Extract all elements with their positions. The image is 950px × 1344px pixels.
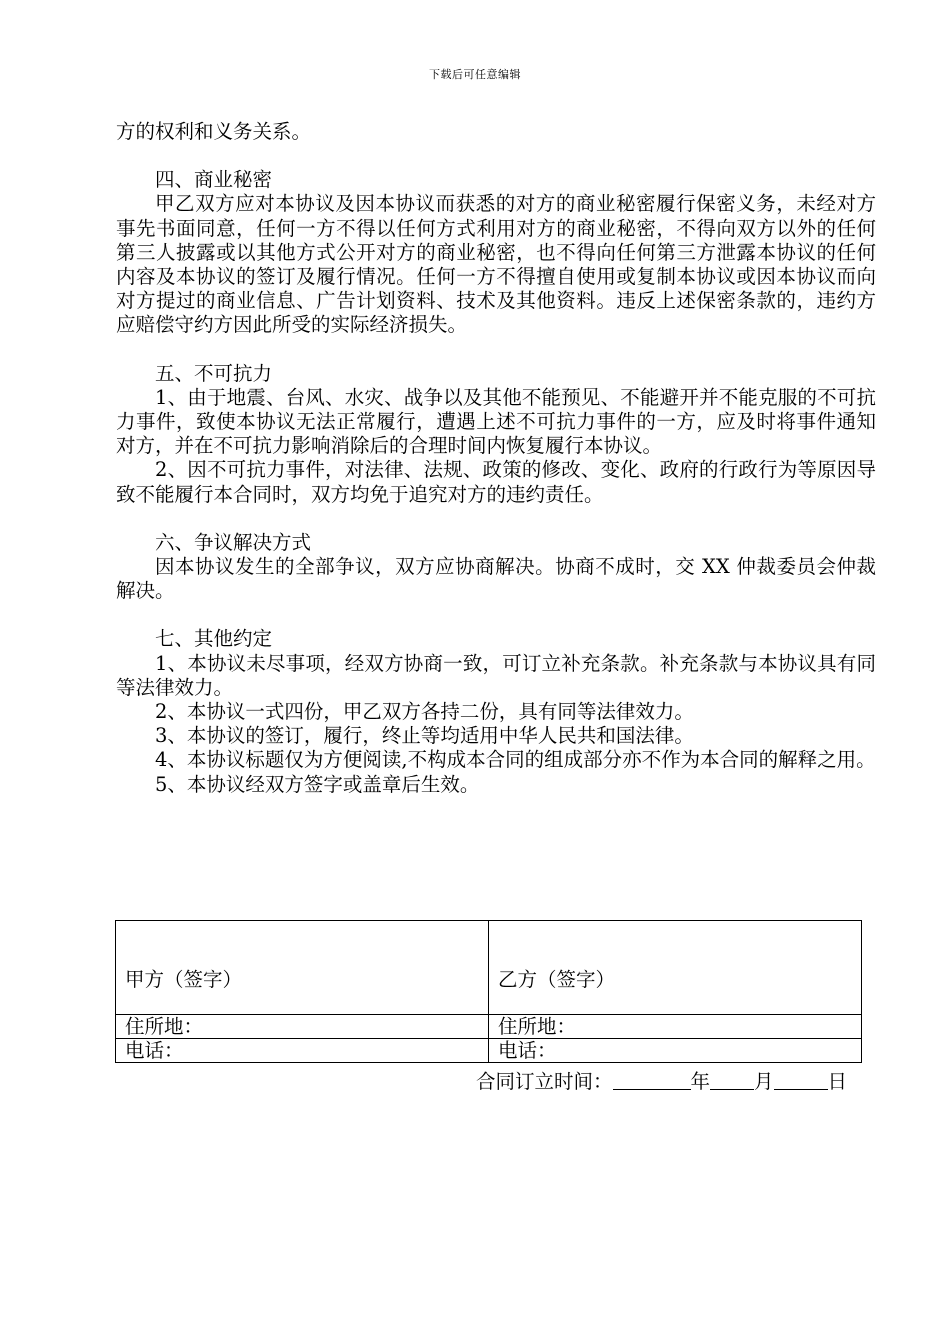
contract-date-line [476, 1066, 847, 1094]
section-7-paragraph-5: 5、本协议经双方签字或盖章后生效。 [155, 772, 480, 796]
section-5-paragraph-1: 1、由于地震、台风、水灾、战争以及其他不能预见、不能避开并不能克服的不可抗力事件，致使本协议无法正常履行，遭遇上述不可抗力事件的一方，应及时将事件通知对方，并在不可抗力影响消除后的合理时间内恢复履行本协议。 [116, 385, 876, 458]
party-a-address-label: 住所地： [116, 1015, 489, 1039]
party-b-signature-cell [489, 921, 862, 1015]
intro-text: 方的权利和义务关系。 [116, 120, 312, 143]
section-7-paragraph-2: 2、本协议一式四份，甲乙双方各持二份，具有同等法律效力。 [155, 700, 694, 724]
section-5-paragraph-2: 2、因不可抗力事件，对法律、法规、政策的修改、变化、政府的行政行为等原因导致不能履行本合同时，双方均免于追究对方的违约责任。 [116, 458, 876, 506]
section-6-paragraph-1: 因本协议发生的全部争议，双方应协商解决。协商不成时，交 XX 仲裁委员会仲裁解决。 [116, 555, 876, 603]
address-row [116, 1015, 862, 1039]
party-a-signature-label: 甲方（签字） [125, 967, 243, 991]
month-label: 月 [754, 1070, 774, 1093]
party-a-phone-label: 电话： [116, 1039, 489, 1063]
section-7-paragraph-1: 1、本协议未尽事项，经双方协商一致，可订立补充条款。补充条款与本协议具有同等法律效力。 [116, 651, 876, 699]
party-b-phone-label: 电话： [489, 1039, 862, 1063]
section-7-title: 七、其他约定 [155, 627, 273, 651]
party-b-signature-label: 乙方（签字） [498, 967, 616, 991]
day-blank [774, 1071, 828, 1090]
section-4-paragraph-1: 甲乙双方应对本协议及因本协议而获悉的对方的商业秘密履行保密义务，未经对方事先书面同意，任何一方不得以任何方式利用对方的商业秘密，不得向双方以外的任何第三人披露或以其他方式公开对方的商业秘密，也不得向任何第三方泄露本协议的任何内容及本协议的签订及履行情况。任何一方不得擅自使用或复制本协议或因本协议而向对方提过的商业信息、广告计划资料、技术及其他资料。违反上述保密条款的，违约方应赔偿守约方因此所受的实际经济损失。 [116, 192, 876, 337]
phone-row [116, 1039, 862, 1063]
party-a-signature-cell [116, 921, 489, 1015]
document-body [116, 120, 876, 797]
year-label: 年 [690, 1070, 711, 1093]
section-7-paragraph-4: 4、本协议标题仅为方便阅读,不构成本合同的组成部分亦不作为本合同的解释之用。 [155, 748, 876, 772]
section-6-title: 六、争议解决方式 [155, 530, 312, 554]
section-7-paragraph-3: 3、本协议的签订，履行，终止等均适用中华人民共和国法律。 [155, 724, 694, 748]
month-blank [710, 1071, 754, 1090]
signature-row [116, 921, 862, 1015]
page-header: 下载后可任意编辑 [429, 68, 521, 81]
contract-date-label: 合同订立时间： [476, 1070, 613, 1093]
section-4-title: 四、商业秘密 [155, 168, 273, 192]
year-blank [613, 1071, 691, 1090]
day-label: 日 [827, 1070, 848, 1093]
signature-table [115, 920, 862, 1063]
party-b-address-label: 住所地： [489, 1015, 862, 1039]
section-5-title: 五、不可抗力 [155, 361, 273, 385]
